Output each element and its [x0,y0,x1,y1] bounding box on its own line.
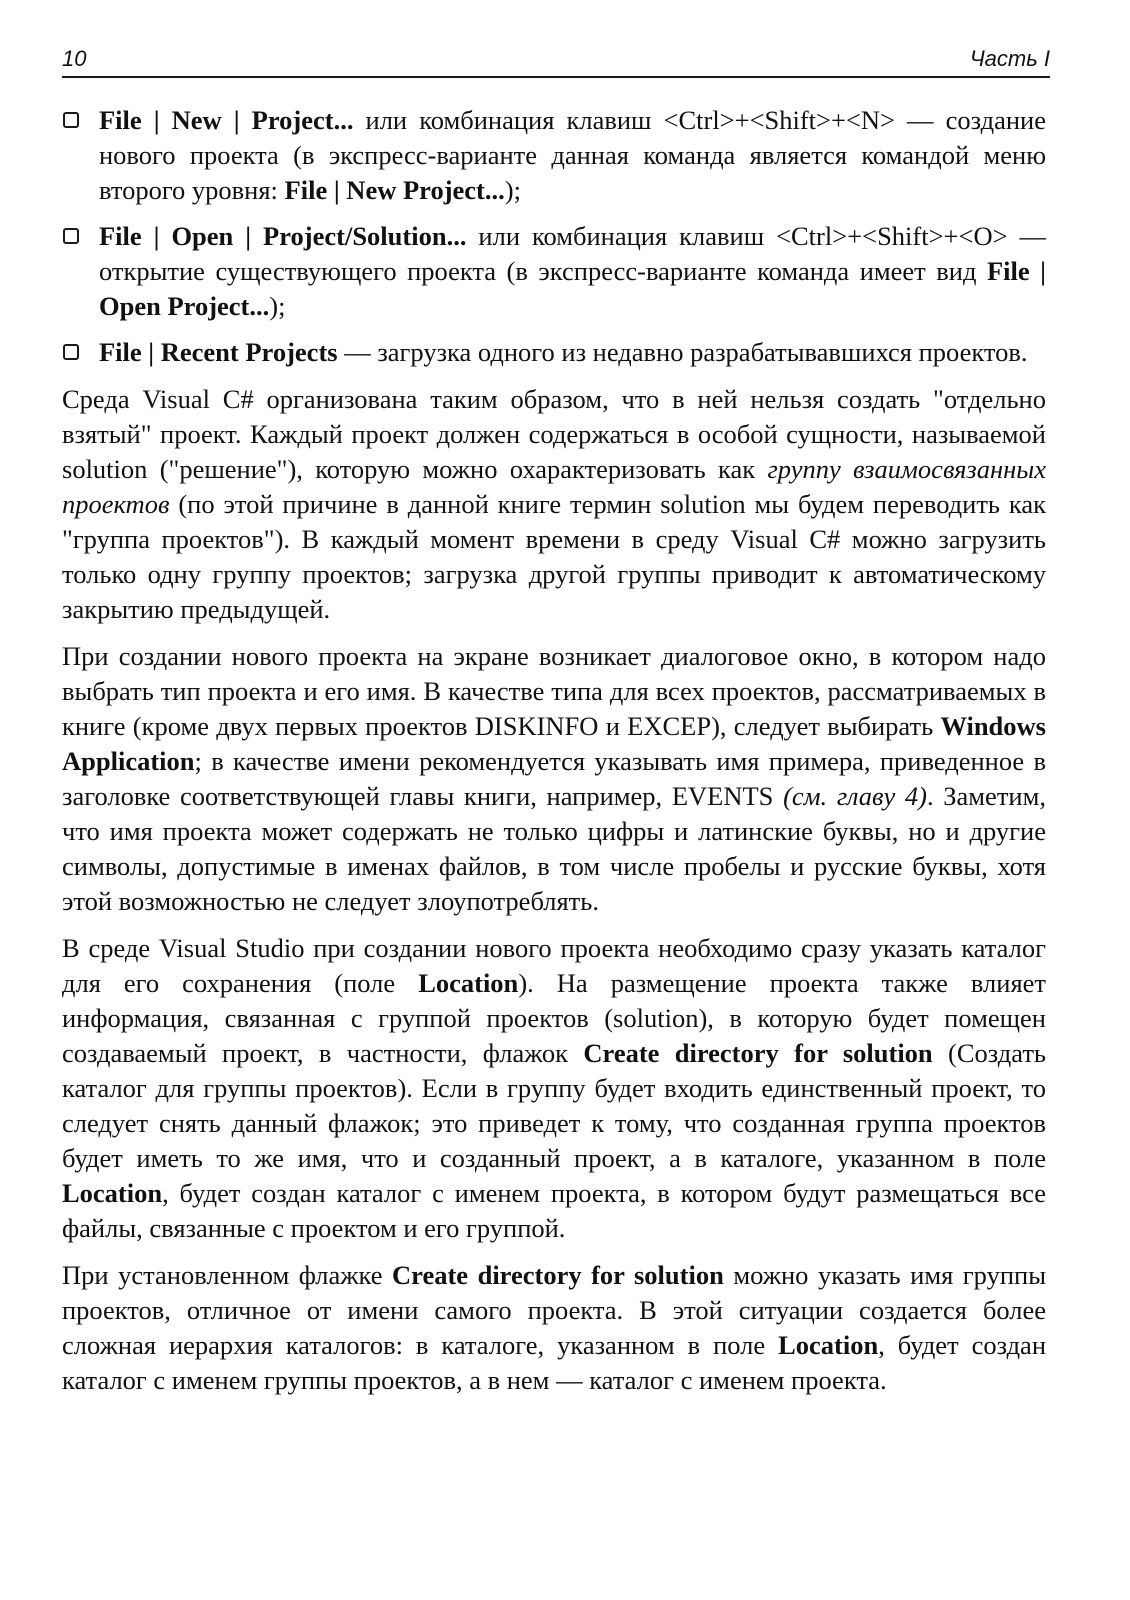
menu-command: File | Open Project... [99,256,1046,321]
list-item-new-project [62,103,1046,208]
menu-command: File | New | Project... [99,105,354,135]
paragraph-text: ; в качестве имени рекомендуется указывать имя примера, приведенное в заголовке соответствующей главы книги, например, EVENTS [62,746,1046,811]
menu-command: File | Open | Project/Solution... [99,221,467,251]
paragraph-text: При создании нового проекта на экране возникает диалоговое окно, в котором надо выбрать тип проекта и его имя. В качестве типа для всех проектов, рассматриваемых в книге (кроме двух первых проектов DISKINFO и EXCEP), следует выбирать [62,641,1046,741]
item-text: или комбинация клавиш <Ctrl>+<Shift>+<O> — открытие существующего проекта (в экспресс-варианте команда имеет вид [99,221,1046,286]
paragraph-solution [62,382,1046,627]
checkbox-bullet-icon [63,344,79,360]
part-label: Часть I [969,46,1050,71]
checkbox-bullet-icon [63,112,79,128]
bold-term: Location [418,968,519,998]
item-text: ); [269,291,286,321]
item-text: или комбинация клавиш <Ctrl>+<Shift>+<N> — создание нового проекта (в экспресс-варианте данная команда является командой меню второго уровня: [99,105,1046,205]
paragraph-location [62,931,1046,1246]
checkbox-bullet-icon [63,228,79,244]
paragraph-text: , будет создан каталог с именем проекта, в котором будут размещаться все файлы, связанные с проектом и его группой. [62,1178,1046,1243]
menu-command: File | Recent Projects [99,337,338,367]
paragraph-text: При установленном флажке [62,1260,393,1290]
paragraph-new-project [62,639,1046,919]
paragraph-text: В среде Visual Studio при создании нового проекта необходимо сразу указать каталог для его сохранения (поле [62,933,1046,998]
list-item-open-project [62,219,1046,324]
paragraph-text: Среда Visual C# организована таким образом, что в ней нельзя создать "отдельно взятый" проект. Каждый проект должен содержаться в особой сущности, называемой solution ("решение"), которую можно охарактеризовать как [62,384,1046,484]
bold-term: Create directory for solution [392,1260,724,1290]
list-item-recent-projects [62,335,1046,370]
paragraph-text: ). На размещение проекта также влияет информация, связанная с группой проектов (solution), в которую будет помещен создаваемый проект, в частности, флажок [62,968,1046,1068]
bold-term: Windows Application [62,711,1046,776]
menu-command: File | New Project... [284,175,505,205]
running-header [62,44,1050,78]
paragraph-text: (Создать каталог для группы проектов). Если в группу будет входить единственный проект, то следует снять данный флажок; это приведет к тому, что созданная группа проектов будет иметь то же имя, что и созданный проект, а в каталоге, указанном в поле [62,1038,1046,1173]
paragraph-directory [62,1258,1046,1398]
paragraph-text: , будет создан каталог с именем группы проектов, а в нем — каталог с именем проекта. [62,1330,1046,1395]
bold-term: Location [778,1330,879,1360]
bold-term: Location [62,1178,163,1208]
bold-term: Create directory for solution [583,1038,933,1068]
page-body [62,103,1046,1398]
paragraph-text: . Заметим, что имя проекта может содержать не только цифры и латинские буквы, но и другие символы, допустимые в именах файлов, в том числе пробелы и русские буквы, хотя этой возможностью не следует злоупотреблять. [62,781,1046,916]
emphasis-text: группу взаимосвязанных проектов [62,454,1047,519]
emphasis-text: (см. главу 4) [783,781,927,811]
paragraph-text: можно указать имя группы проектов, отличное от имени самого проекта. В этой ситуации создается более сложная иерархия каталогов: в каталоге, указанном в поле [62,1260,1046,1360]
command-list [62,103,1046,370]
item-text: ); [504,175,521,205]
paragraph-text: (по этой причине в данной книге термин solution мы будем переводить как "группа проектов"). В каждый момент времени в среду Visual C# можно загрузить только одну группу проектов; загрузка другой группы приводит к автоматическому закрытию предыдущей. [62,489,1046,624]
item-text: — загрузка одного из недавно разрабатывавшихся проектов. [337,337,1028,367]
page-number: 10 [62,46,87,71]
